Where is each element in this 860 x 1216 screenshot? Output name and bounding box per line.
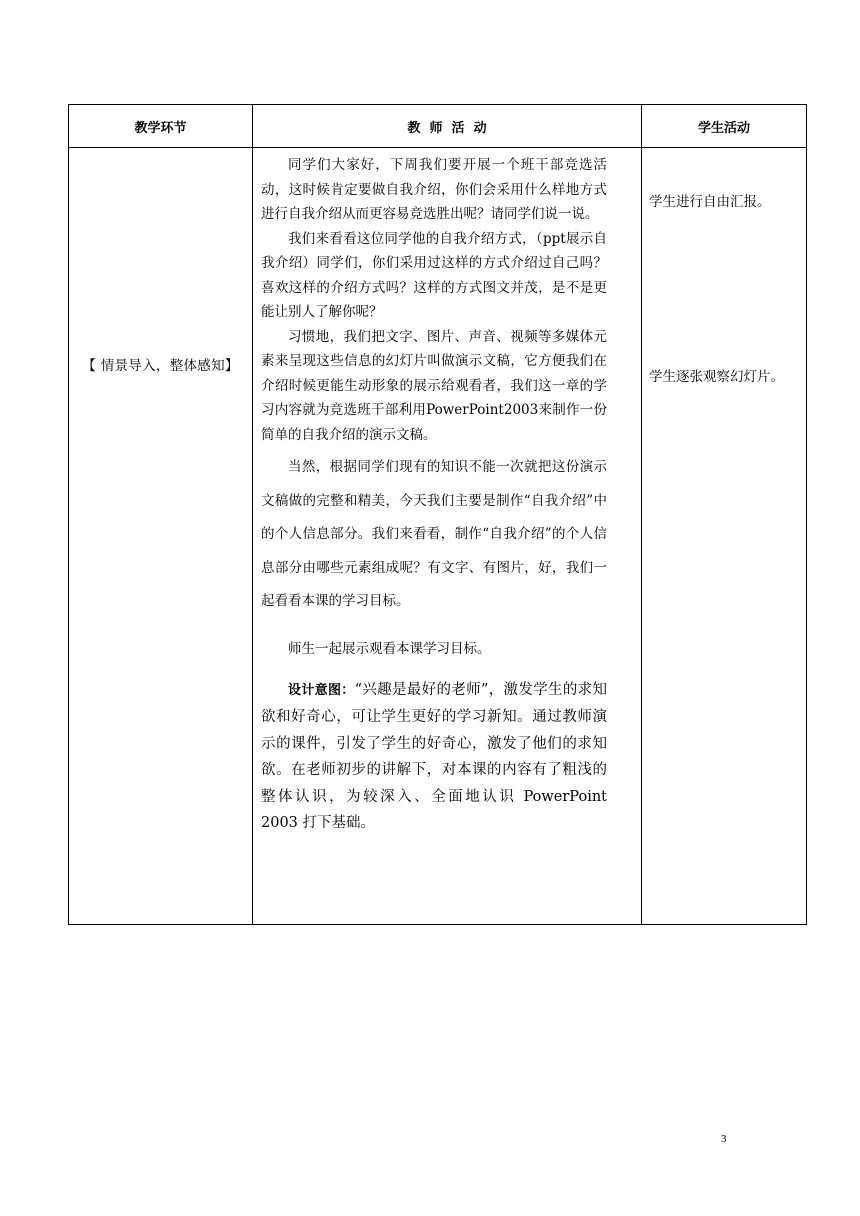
- teacher-activity-cell: [253, 148, 642, 925]
- body-row: [69, 148, 807, 925]
- header-student-activity: 学生活动: [642, 105, 807, 148]
- teacher-paragraph-4: 当然，根据同学们现有的知识不能一次就把这份演示文稿做的完整和精美，今天我们主要是制作“自我介绍”中的个人信息部分。我们来看看，制作“自我介绍”的个人信息部分由哪些元素组成呢？有文字、有图片，好，我们一起看看本课的学习目标。: [261, 459, 607, 609]
- stage-label: 【 情景导入，整体感知】: [82, 358, 239, 374]
- student-activity-2: 学生逐张观察幻灯片。: [649, 369, 784, 385]
- header-row: [69, 105, 807, 148]
- student-activity-cell: [642, 148, 807, 925]
- teacher-paragraph-3: 习惯地，我们把文字、图片、声音、视频等多媒体元素来呈现这些信息的幻灯片叫做演示文稿，它方便我们在介绍时候更能生动形象的展示给观看者，我们这一章的学习内容就为竞选班干部利用PowerPoint2003来制作一份简单的自我介绍的演示文稿。: [261, 328, 607, 443]
- lesson-plan-table: [68, 104, 807, 925]
- header-teacher-activity: 教 师 活 动: [253, 105, 642, 148]
- page-number: 3: [721, 1133, 727, 1145]
- teacher-paragraph-2: 我们来看看这位同学他的自我介绍方式，（ppt展示自我介绍）同学们，你们采用过这样的方式介绍过自己吗？喜欢这样的介绍方式吗？这样的方式图文并茂，是不是更能让别人了解你呢？: [261, 230, 607, 320]
- design-intent-paragraph: [261, 677, 607, 837]
- stage-cell: [69, 148, 253, 925]
- teacher-paragraph-5: 师生一起展示观看本课学习目标。: [288, 640, 491, 657]
- student-activity-1: 学生进行自由汇报。: [649, 194, 771, 210]
- design-intent-text: “兴趣是最好的老师”，激发学生的求知欲和好奇心，可让学生更好的学习新知。通过教师演示的课件，引发了学生的好奇心，激发了他们的求知欲。在老师初步的讲解下，对本课的内容有了粗浅的整体认识，为较深入、全面地认识 PowerPoint 2003 打下基础。: [261, 681, 607, 831]
- header-stage: 教学环节: [69, 105, 253, 148]
- teacher-paragraph-1: 同学们大家好，下周我们要开展一个班干部竞选活动，这时候肯定要做自我介绍，你们会采用什么样地方式进行自我介绍从而更容易竞选胜出呢？请同学们说一说。: [261, 157, 607, 222]
- design-intent-label: 设计意图：: [288, 682, 355, 698]
